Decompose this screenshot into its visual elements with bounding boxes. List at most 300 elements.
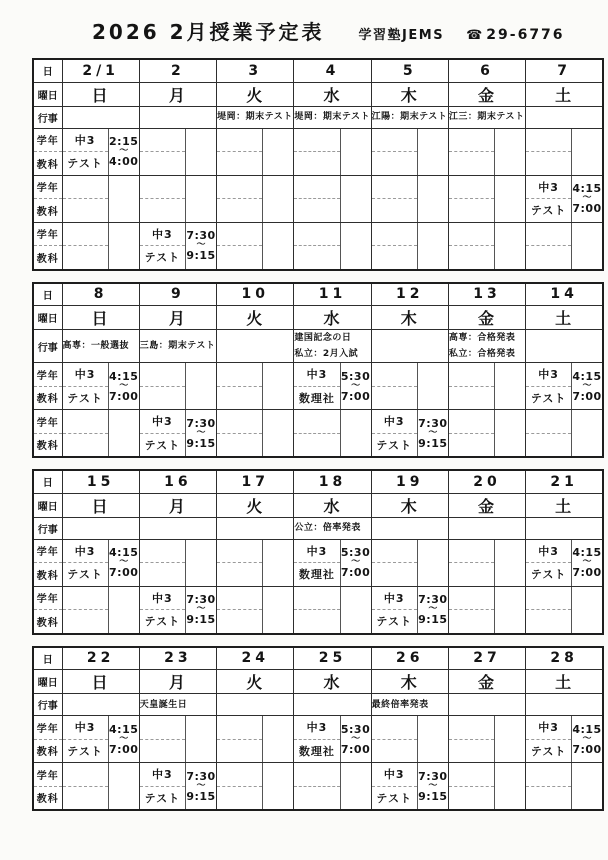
grade-subject-subcell — [140, 129, 186, 175]
event-cell — [448, 517, 525, 539]
class-cell — [294, 222, 371, 270]
subject-value: テスト — [67, 744, 103, 758]
grade-subject-subcell — [217, 763, 263, 809]
subject-value — [526, 787, 571, 810]
subject-value — [449, 563, 494, 586]
grade-value — [449, 540, 494, 564]
date-cell: 18 — [294, 470, 371, 493]
grade-value — [140, 176, 185, 200]
grade-value: 中3 — [140, 763, 185, 787]
grade-value — [217, 223, 262, 247]
class-cell — [294, 539, 371, 586]
class-cell — [139, 222, 216, 270]
event-text: 堤岡：期末テスト — [217, 112, 293, 122]
event-text: 公立：倍率発表 — [294, 523, 361, 533]
grade-subject-subcell — [63, 763, 109, 809]
subject-value — [526, 610, 571, 633]
date-row — [33, 283, 603, 306]
date-cell: 24 — [217, 647, 294, 670]
weeks-container — [0, 58, 608, 811]
class-cell — [294, 716, 371, 763]
class-cell — [217, 586, 294, 634]
class-cell — [371, 410, 448, 458]
phone-digits: 29-6776 — [486, 27, 565, 43]
time-subcell — [109, 410, 139, 456]
time-separator: 〜 — [119, 146, 129, 156]
event-cell — [217, 106, 294, 128]
grade-subject-subcell — [140, 763, 186, 809]
class-row — [33, 128, 603, 175]
class-cell — [62, 363, 139, 410]
class-cell — [526, 539, 603, 586]
time-subcell — [109, 363, 139, 409]
date-row — [33, 470, 603, 493]
class-cell — [294, 128, 371, 175]
subject-value — [140, 199, 185, 222]
grade-subject-subcell — [140, 587, 186, 633]
grade-value — [294, 129, 339, 153]
time-start: 4:15 — [109, 369, 139, 383]
row-label-weekday: 曜日 — [33, 670, 62, 694]
grade-subject-subcell — [63, 540, 109, 586]
event-cell — [217, 517, 294, 539]
weekday-cell: 水 — [294, 493, 371, 517]
class-row — [33, 410, 603, 458]
date-cell: 23 — [139, 647, 216, 670]
grade-value — [63, 763, 108, 787]
subject-value — [294, 434, 339, 457]
class-cell — [371, 363, 448, 410]
subject-value: テスト — [530, 568, 567, 582]
event-text: 最終倍率発表 — [371, 699, 429, 710]
time-subcell — [572, 363, 602, 409]
event-text: 高専：合格発表 — [448, 333, 516, 343]
date-cell: 3 — [217, 59, 294, 82]
grade-value: 中3 — [294, 540, 339, 564]
grade-subject-subcell — [63, 176, 109, 222]
subject-value — [372, 246, 417, 269]
subject-value — [294, 246, 339, 269]
grade-subject-subcell — [372, 763, 418, 809]
grade-subject-subcell — [372, 129, 418, 175]
subject-value — [294, 199, 339, 222]
subject-value: テスト — [67, 568, 103, 582]
grade-subject-subcell — [526, 129, 572, 175]
class-cell — [62, 539, 139, 586]
school-name: 学習塾JEMS — [358, 28, 445, 43]
time-subcell — [572, 129, 602, 175]
time-subcell — [341, 540, 371, 586]
event-cell — [371, 330, 448, 363]
event-cell — [139, 330, 216, 363]
grade-label: 学年 — [34, 410, 62, 434]
grade-value — [449, 763, 494, 787]
grade-subject-subcell — [449, 363, 495, 409]
weekday-cell: 水 — [294, 670, 371, 694]
grade-value — [63, 587, 108, 611]
time-subcell — [109, 129, 139, 175]
subject-value — [526, 152, 571, 175]
time-subcell — [418, 540, 448, 586]
time-subcell — [186, 129, 216, 175]
grade-value — [63, 410, 108, 434]
time-end: 7:00 — [340, 566, 371, 579]
weekday-cell: 火 — [217, 670, 294, 694]
time-subcell — [263, 176, 293, 222]
subject-value — [63, 246, 108, 269]
time-subcell — [495, 223, 525, 269]
class-row — [33, 175, 603, 222]
class-cell — [139, 586, 216, 634]
time-end: 9:15 — [418, 613, 448, 626]
date-row — [33, 59, 603, 82]
class-cell — [139, 410, 216, 458]
grade-subject-subcell — [526, 176, 572, 222]
grade-subject-subcell — [217, 716, 263, 762]
time-subcell — [341, 176, 371, 222]
grade-value — [526, 587, 571, 611]
subject-value — [217, 434, 262, 457]
date-cell: 19 — [371, 470, 448, 493]
event-cell — [526, 517, 603, 539]
grade-subject-subcell — [140, 363, 186, 409]
grade-value — [372, 540, 417, 564]
grade-value — [449, 129, 494, 153]
event-cell — [62, 106, 139, 128]
event-text: 堤岡：期末テスト — [294, 112, 370, 122]
subject-value — [526, 246, 571, 269]
date-cell: 4 — [294, 59, 371, 82]
event-cell — [139, 517, 216, 539]
event-row — [33, 106, 603, 128]
subject-value — [140, 152, 185, 175]
time-start: 2:15 — [109, 135, 139, 148]
class-cell — [526, 175, 603, 222]
date-cell: 20 — [448, 470, 525, 493]
event-cell — [139, 106, 216, 128]
date-cell: 16 — [139, 470, 216, 493]
time-subcell — [341, 763, 371, 809]
class-cell — [217, 175, 294, 222]
time-subcell — [418, 176, 448, 222]
event-cell — [294, 330, 371, 363]
date-cell: 14 — [526, 283, 603, 306]
class-cell — [139, 175, 216, 222]
event-cell — [371, 517, 448, 539]
grade-subject-subcell — [372, 363, 418, 409]
weekday-cell: 月 — [139, 670, 216, 694]
event-cell — [62, 330, 139, 363]
grade-value — [526, 410, 571, 434]
telephone-icon: ☎ — [466, 28, 485, 43]
time-subcell — [418, 763, 448, 809]
subject-value — [63, 610, 108, 633]
weekday-cell: 木 — [371, 82, 448, 106]
subject-value — [294, 152, 339, 175]
time-subcell — [495, 540, 525, 586]
time-subcell — [109, 763, 139, 809]
weekday-row — [33, 670, 603, 694]
time-end: 7:00 — [572, 742, 602, 756]
subject-label: 教科 — [36, 617, 59, 629]
grade-subject-subcell — [217, 363, 263, 409]
time-separator: 〜 — [582, 733, 592, 744]
grade-subject-subcell — [140, 540, 186, 586]
time-separator: 〜 — [351, 733, 361, 744]
grade-label: 学年 — [34, 540, 62, 564]
event-cell — [217, 330, 294, 363]
row-label-event: 行事 — [33, 517, 62, 539]
event-cell — [526, 106, 603, 128]
row-label-event: 行事 — [33, 330, 62, 363]
class-row — [33, 586, 603, 634]
weekday-cell: 金 — [448, 493, 525, 517]
subject-value — [449, 740, 494, 763]
class-cell — [139, 128, 216, 175]
time-subcell — [109, 716, 139, 762]
grade-subject-subcell — [294, 587, 340, 633]
time-separator: 〜 — [119, 733, 129, 744]
grade-value — [294, 587, 339, 611]
date-cell: 9 — [139, 283, 216, 306]
time-subcell — [263, 223, 293, 269]
date-cell: 5 — [371, 59, 448, 82]
grade-subject-subcell — [217, 129, 263, 175]
date-cell: 10 — [217, 283, 294, 306]
grade-label: 学年 — [34, 763, 62, 787]
grade-subject-subcell — [449, 540, 495, 586]
grade-value — [294, 176, 339, 200]
subject-value — [449, 434, 494, 457]
weekday-cell: 土 — [526, 493, 603, 517]
time-separator: 〜 — [428, 604, 438, 614]
time-end: 7:00 — [572, 566, 602, 579]
grade-label: 学年 — [34, 363, 62, 387]
subject-value: テスト — [67, 157, 103, 171]
subject-value: テスト — [144, 251, 181, 265]
time-subcell — [341, 587, 371, 633]
grade-subject-subcell — [217, 540, 263, 586]
page-title: 2026 2月授業予定表 — [92, 20, 325, 44]
time-end: 9:15 — [186, 249, 216, 262]
subject-value: テスト — [376, 615, 412, 629]
date-cell: 2/1 — [62, 59, 139, 82]
row-label-grade-subject — [33, 175, 62, 222]
grade-subject-subcell — [449, 587, 495, 633]
event-cell — [526, 694, 603, 716]
subject-value: テスト — [67, 391, 103, 405]
grade-subject-subcell — [217, 410, 263, 456]
time-end: 9:15 — [186, 613, 216, 626]
event-text: 私立：2月入試 — [294, 349, 359, 359]
date-cell: 26 — [371, 647, 448, 670]
class-cell — [139, 716, 216, 763]
class-cell — [62, 586, 139, 634]
week-table — [32, 58, 604, 271]
subject-value: テスト — [144, 615, 181, 629]
class-cell — [62, 410, 139, 458]
time-start: 7:30 — [418, 416, 448, 430]
week-table — [32, 646, 604, 812]
weekday-cell: 木 — [371, 670, 448, 694]
row-label-weekday: 曜日 — [33, 82, 62, 106]
grade-value: 中3 — [372, 763, 417, 787]
grade-subject-subcell — [449, 763, 495, 809]
grade-value — [526, 223, 571, 247]
time-start: 7:30 — [186, 229, 216, 242]
time-subcell — [495, 716, 525, 762]
weekday-row — [33, 306, 603, 330]
weekday-cell: 火 — [217, 306, 294, 330]
time-subcell — [572, 587, 602, 633]
time-subcell — [263, 410, 293, 456]
class-cell — [448, 586, 525, 634]
row-label-grade-subject — [33, 539, 62, 586]
event-row — [33, 330, 603, 363]
class-row — [33, 763, 603, 811]
date-cell: 12 — [371, 283, 448, 306]
subject-value — [294, 610, 339, 633]
subject-value — [449, 787, 494, 810]
time-subcell — [263, 540, 293, 586]
class-cell — [448, 363, 525, 410]
class-cell — [448, 410, 525, 458]
time-subcell — [341, 363, 371, 409]
time-subcell — [495, 176, 525, 222]
grade-value — [372, 716, 417, 740]
date-cell: 2 — [139, 59, 216, 82]
subject-value: テスト — [530, 744, 567, 758]
class-cell — [62, 763, 139, 811]
subject-value — [526, 434, 571, 457]
subject-label: 教科 — [36, 441, 59, 453]
grade-label: 学年 — [34, 223, 62, 247]
time-subcell — [418, 587, 448, 633]
subject-value — [217, 387, 262, 410]
time-subcell — [186, 587, 216, 633]
class-row — [33, 363, 603, 410]
time-subcell — [572, 410, 602, 456]
grade-value: 中3 — [526, 176, 571, 200]
class-cell — [217, 716, 294, 763]
class-cell — [448, 222, 525, 270]
event-cell — [448, 330, 525, 363]
time-end: 7:00 — [340, 389, 371, 403]
grade-value — [449, 176, 494, 200]
time-start: 7:30 — [418, 593, 448, 606]
week-table — [32, 282, 604, 459]
subject-value — [372, 152, 417, 175]
subject-value — [449, 152, 494, 175]
row-label-grade-subject — [33, 363, 62, 410]
time-subcell — [186, 363, 216, 409]
subject-label: 教科 — [36, 570, 59, 582]
class-cell — [371, 586, 448, 634]
subject-value — [217, 152, 262, 175]
grade-value: 中3 — [63, 716, 108, 740]
time-subcell — [109, 587, 139, 633]
time-subcell — [186, 540, 216, 586]
weekday-cell: 月 — [139, 306, 216, 330]
time-end: 9:15 — [418, 789, 448, 803]
subject-value — [140, 563, 185, 586]
weekday-cell: 日 — [62, 670, 139, 694]
grade-value — [294, 410, 339, 434]
weekday-cell: 火 — [217, 82, 294, 106]
grade-value — [526, 129, 571, 153]
class-cell — [448, 716, 525, 763]
grade-value: 中3 — [63, 129, 108, 153]
grade-value — [217, 176, 262, 200]
grade-subject-subcell — [294, 223, 340, 269]
subject-value — [217, 246, 262, 269]
row-label-grade-subject — [33, 716, 62, 763]
grade-value — [294, 763, 339, 787]
subject-value: テスト — [376, 438, 412, 452]
time-subcell — [186, 176, 216, 222]
weekday-cell: 土 — [526, 670, 603, 694]
time-start: 7:30 — [186, 769, 216, 783]
weekday-cell: 木 — [371, 493, 448, 517]
subject-value — [217, 563, 262, 586]
time-subcell — [186, 410, 216, 456]
weekday-row — [33, 493, 603, 517]
grade-subject-subcell — [294, 176, 340, 222]
grade-value: 中3 — [63, 363, 108, 387]
grade-value: 中3 — [372, 587, 417, 611]
row-label-grade-subject — [33, 586, 62, 634]
subject-label: 教科 — [36, 794, 59, 806]
event-text: 高専：一般選抜 — [62, 341, 130, 351]
time-subcell — [263, 129, 293, 175]
row-label-date: 日 — [33, 647, 62, 670]
grade-subject-subcell — [372, 176, 418, 222]
subject-value — [449, 246, 494, 269]
subject-value — [372, 199, 417, 222]
event-cell — [62, 517, 139, 539]
grade-value — [140, 716, 185, 740]
class-cell — [62, 175, 139, 222]
time-separator: 〜 — [582, 557, 592, 567]
time-end: 7:00 — [340, 742, 371, 756]
grade-subject-subcell — [63, 587, 109, 633]
class-cell — [371, 716, 448, 763]
time-subcell — [572, 716, 602, 762]
weekday-cell: 日 — [62, 306, 139, 330]
time-subcell — [495, 587, 525, 633]
class-cell — [371, 222, 448, 270]
time-separator: 〜 — [582, 380, 592, 391]
time-end: 4:00 — [109, 155, 139, 168]
time-separator: 〜 — [119, 557, 129, 567]
subject-value — [449, 610, 494, 633]
subject-value — [217, 610, 262, 633]
grade-value — [449, 363, 494, 387]
time-separator: 〜 — [428, 427, 438, 438]
grade-value — [63, 223, 108, 247]
time-end: 7:00 — [109, 389, 139, 403]
weekday-cell: 金 — [448, 670, 525, 694]
grade-subject-subcell — [449, 176, 495, 222]
class-cell — [62, 128, 139, 175]
row-label-event: 行事 — [33, 106, 62, 128]
class-cell — [526, 716, 603, 763]
row-label-weekday: 曜日 — [33, 493, 62, 517]
subject-value: テスト — [144, 438, 181, 452]
grade-value: 中3 — [526, 363, 571, 387]
time-subcell — [572, 763, 602, 809]
grade-subject-subcell — [372, 223, 418, 269]
